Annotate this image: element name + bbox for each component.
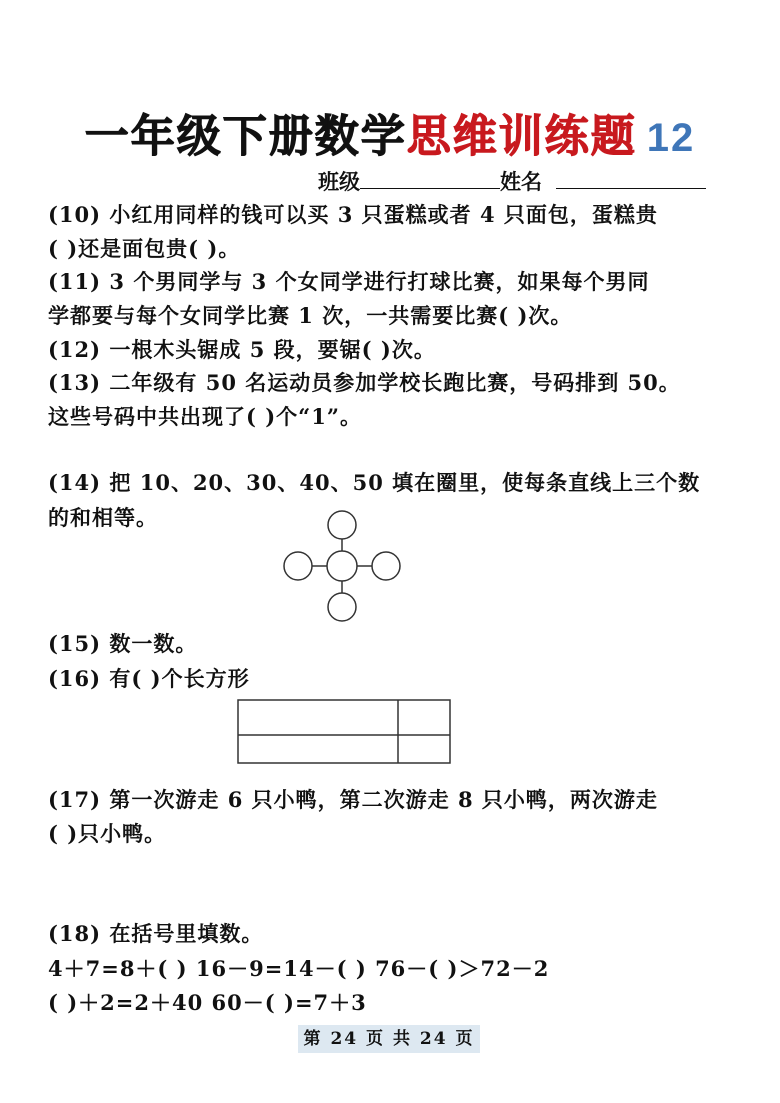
circle-top[interactable] xyxy=(328,511,356,539)
q17-line1: (17) 第一次游走 6 只小鸭，第二次游走 8 只小鸭，两次游走 xyxy=(48,787,658,812)
q13-line1: (13) 二年级有 50 名运动员参加学校长跑比赛，号码排到 50。 xyxy=(48,370,681,395)
q16-line: (16) 有( )个长方形 xyxy=(48,666,250,691)
circle-right[interactable] xyxy=(372,552,400,580)
circle-center[interactable] xyxy=(327,551,357,581)
circle-left[interactable] xyxy=(284,552,312,580)
circle-cross-diagram xyxy=(280,507,406,627)
circle-bottom[interactable] xyxy=(328,593,356,621)
name-label: 姓名 xyxy=(500,169,542,194)
q14-line2: 的和相等。 xyxy=(48,505,158,530)
q10-line1: (10) 小红用同样的钱可以买 3 只蛋糕或者 4 只面包，蛋糕贵 xyxy=(48,202,658,227)
q18-row2: ( )＋2=2＋40 60－( )=7＋3 xyxy=(48,990,367,1015)
q13-line2: 这些号码中共出现了( )个“1”。 xyxy=(48,404,362,429)
name-blank[interactable] xyxy=(556,170,706,189)
q10-line2: ( )还是面包贵( )。 xyxy=(48,236,241,261)
q18-row1: 4＋7=8＋( ) 16－9=14－( ) 76－( )＞72－2 xyxy=(48,956,550,981)
q11-line2: 学都要与每个女同学比赛 1 次，一共需要比赛( )次。 xyxy=(48,303,573,328)
class-blank[interactable] xyxy=(360,170,500,189)
q11-line1: (11) 3 个男同学与 3 个女同学进行打球比赛，如果每个男同 xyxy=(48,269,650,294)
student-info xyxy=(318,166,706,196)
worksheet-title xyxy=(0,100,780,164)
q17-line2: ( )只小鸭。 xyxy=(48,821,167,846)
q12-line: (12) 一根木头锯成 5 段，要锯( )次。 xyxy=(48,337,436,362)
q14-line1: (14) 把 10、20、30、40、50 填在圈里，使每条直线上三个数 xyxy=(48,470,701,495)
q18-title: (18) 在括号里填数。 xyxy=(48,921,264,946)
title-main: 一年级下册数学 xyxy=(84,111,407,162)
title-highlight: 思维训练题 xyxy=(406,111,637,162)
page-footer: 第 24 页 共 24 页 xyxy=(298,1025,480,1053)
class-label: 班级 xyxy=(318,169,360,194)
title-number: 12 xyxy=(646,116,696,160)
q15-line: (15) 数一数。 xyxy=(48,631,198,656)
rectangle-figure xyxy=(236,698,454,768)
